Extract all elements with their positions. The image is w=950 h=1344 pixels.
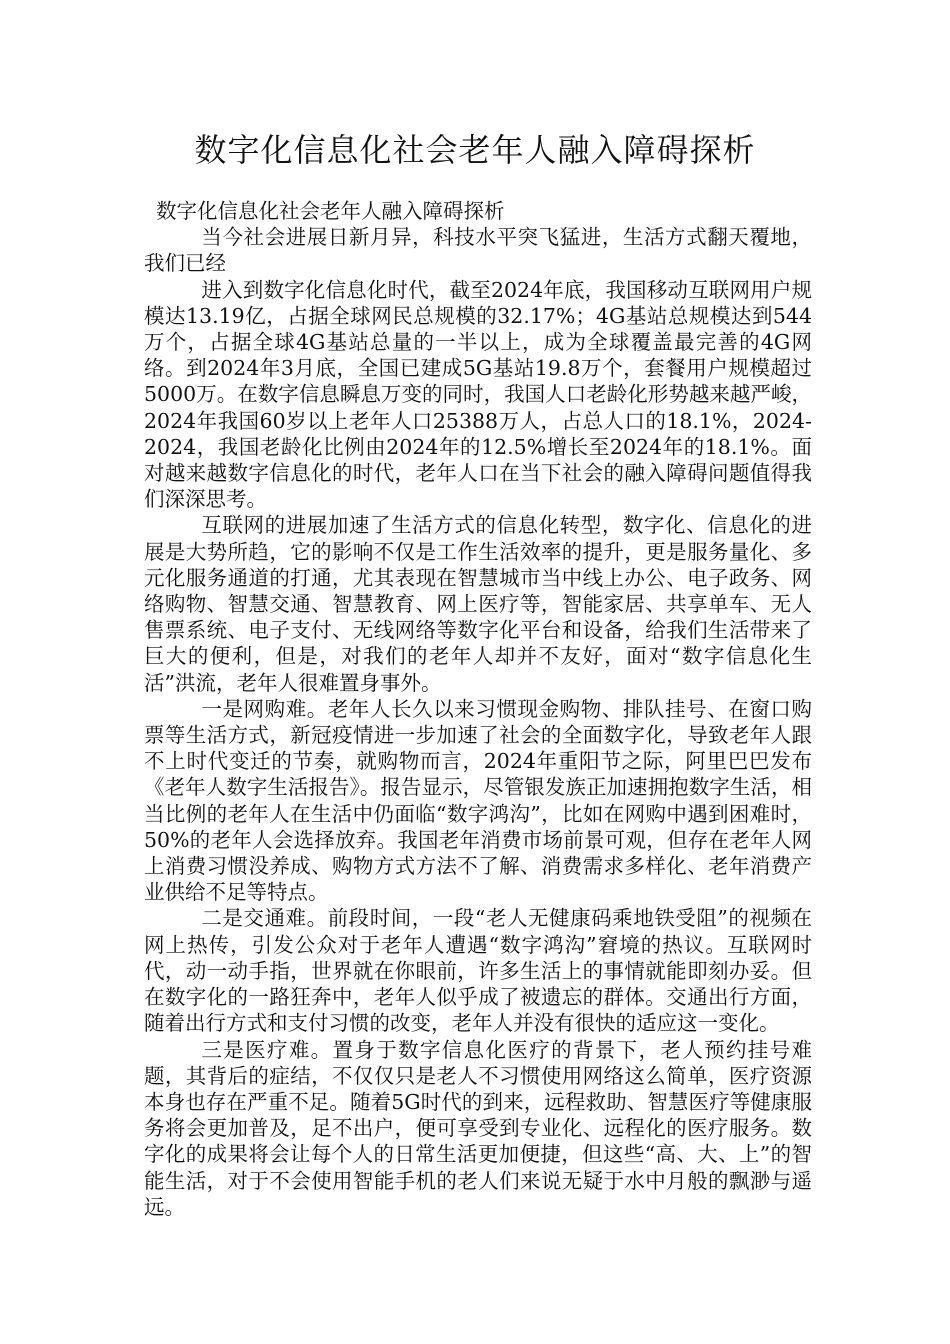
document-title: 数字化信息化社会老年人融入障碍探析 <box>194 131 756 169</box>
paragraph-internet-transformation: 互联网的进展加速了生活方式的信息化转型，数字化、信息化的进展是大势所趋，它的影响不仅是工作生活效率的提升，更是服务量化、多元化服务通道的打通，尤其表现在智慧城市当中线上办公、电子政务、网络购物、智慧交通、智慧教育、网上医疗等，智能家居、共享单车、无人售票系统、电子支付、无线网络等数字化平台和设备，给我们生活带来了巨大的便利，但是，对我们的老年人却并不友好，面对“数字信息化生活”洪流，老年人很难置身事外。 <box>144 513 812 695</box>
paragraph-statistics: 进入到数字化信息化时代，截至2024年底，我国移动互联网用户规模达13.19亿，占据全球网民总规模的32.17%；4G基站总规模达到544万个，占据全球4G基站总量的一半以上，成为全球覆盖最完善的4G网络。到2024年3月底，全国已建成5G基站19.8万个，套餐用户规模超过5000万。在数字信息瞬息万变的同时，我国人口老龄化形势越来越严峻，2024年我国60岁以上老年人口25388万人，占总人口的18.1%，2024-2024，我国老龄化比例由2024年的12.5%增长至2024年的18.1%。面对越来越数字信息化的时代，老年人口在当下社会的融入障碍问题值得我们深深思考。 <box>144 277 812 512</box>
paragraph-medical: 三是医疗难。置身于数字信息化医疗的背景下，老人预约挂号难题，其背后的症结，不仅仅只是老人不习惯使用网络这么简单，医疗资源本身也存在严重不足。随着5G时代的到来，远程救助、智慧医疗等健康服务将会更加普及，足不出户，便可享受到专业化、远程化的医疗服务。数字化的成果将会让每个人的日常生活更加便捷，但这些“高、大、上”的智能生活，对于不会使用智能手机的老人们来说无疑于水中月般的飘渺与遥远。 <box>144 1037 812 1219</box>
document-subtitle: 数字化信息化社会老年人融入障碍探析 <box>156 199 505 223</box>
document-body <box>144 198 812 1220</box>
paragraph-transportation: 二是交通难。前段时间，一段“老人无健康码乘地铁受阻”的视频在网上热传，引发公众对于老年人遭遇“数字鸿沟”窘境的热议。互联网时代，动一动手指，世界就在你眼前，许多生活上的事情就能即刻办妥。但在数字化的一路狂奔中，老年人似乎成了被遗忘的群体。交通出行方面，随着出行方式和支付习惯的改变，老年人并没有很快的适应这一变化。 <box>144 906 812 1036</box>
paragraph-intro: 当今社会进展日新月异，科技水平突飞猛进，生活方式翻天覆地，我们已经 <box>144 225 812 276</box>
paragraph-online-shopping: 一是网购难。老年人长久以来习惯现金购物、排队挂号、在窗口购票等生活方式，新冠疫情进一步加速了社会的全面数字化，导致老年人跟不上时代变迁的节奏，就购物而言，2024年重阳节之际，阿里巴巴发布《老年人数字生活报告》。报告显示，尽管银发族正加速拥抱数字生活，相当比例的老年人在生活中仍面临“数字鸿沟”，比如在网购中遇到困难时，50%的老年人会选择放弃。我国老年消费市场前景可观，但存在老年人网上消费习惯没养成、购物方式方法不了解、消费需求多样化、老年消费产业供给不足等特点。 <box>144 696 812 905</box>
